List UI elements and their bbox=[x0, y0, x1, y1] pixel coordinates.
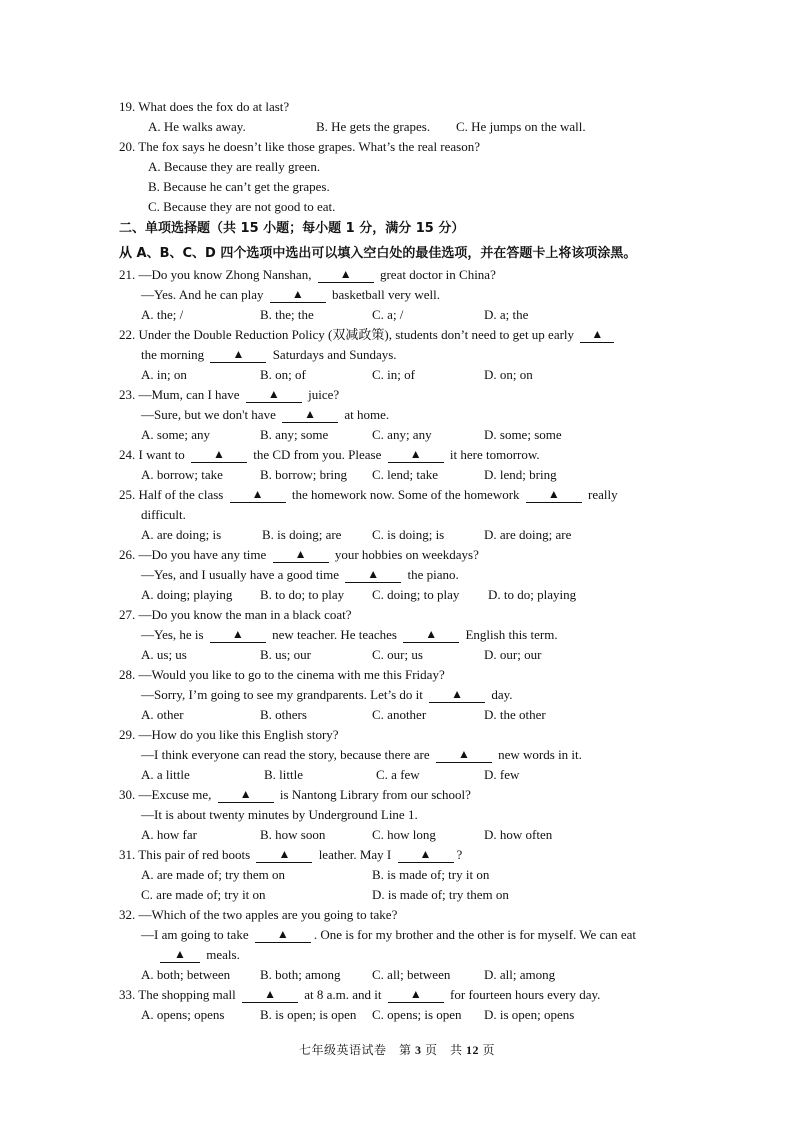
section-title: 二、单项选择题（共 15 小题；每小题 1 分，满分 15 分） bbox=[119, 221, 465, 236]
q21-text-4: basketball very well. bbox=[332, 287, 440, 302]
question-23-option-c: C. any; any bbox=[372, 427, 432, 442]
q33-text-3: for fourteen hours every day. bbox=[450, 987, 601, 1002]
question-32-line-3 bbox=[157, 945, 240, 965]
answer-blank: ▲ bbox=[398, 848, 454, 863]
q33-text-1: 33. The shopping mall bbox=[119, 987, 236, 1002]
q21-text-2: great doctor in China? bbox=[379, 267, 496, 282]
question-26-option-b: B. to do; to play bbox=[260, 587, 345, 602]
q32-text-3: meals. bbox=[206, 947, 240, 962]
question-28-option-b: B. others bbox=[260, 707, 307, 722]
answer-blank: ▲ bbox=[388, 448, 444, 463]
answer-blank: ▲ bbox=[388, 988, 444, 1003]
q32-text-2: . One is for my brother and the other is for myself. We can eat bbox=[313, 927, 637, 942]
question-28-line-2 bbox=[141, 685, 513, 705]
question-28-line-1: 28. —Would you like to go to the cinema with me this Friday? bbox=[119, 667, 445, 682]
answer-blank: ▲ bbox=[273, 548, 329, 563]
q32-text-1: —I am going to take bbox=[141, 927, 249, 942]
question-29-option-a: A. a little bbox=[141, 767, 190, 782]
answer-blank: ▲ bbox=[230, 488, 286, 503]
q29-text-1: —I think everyone can read the story, because there are bbox=[141, 747, 430, 762]
answer-blank: ▲ bbox=[210, 348, 266, 363]
question-22-option-d: D. on; on bbox=[484, 367, 533, 382]
question-27-option-a: A. us; us bbox=[141, 647, 187, 662]
question-21-option-c: C. a; / bbox=[372, 307, 404, 322]
q28-text-1: —Sorry, I’m going to see my grandparents. Let’s do it bbox=[141, 687, 423, 702]
q23-text-3: —Sure, but we don't have bbox=[141, 407, 276, 422]
question-29-line-1: 29. —How do you like this English story? bbox=[119, 727, 339, 742]
question-22-line-1 bbox=[119, 325, 617, 345]
question-26-line-2 bbox=[141, 565, 459, 585]
question-23-option-b: B. any; some bbox=[260, 427, 329, 442]
question-24-line-1 bbox=[119, 445, 540, 465]
question-21-option-d: D. a; the bbox=[484, 307, 529, 322]
question-32-option-c: C. all; between bbox=[372, 967, 451, 982]
answer-blank: ▲ bbox=[345, 568, 401, 583]
question-19-stem: 19. What does the fox do at last? bbox=[119, 99, 290, 114]
question-23-option-d: D. some; some bbox=[484, 427, 562, 442]
q27-text-3: English this term. bbox=[465, 627, 558, 642]
question-28-option-c: C. another bbox=[372, 707, 427, 722]
question-32-option-a: A. both; between bbox=[141, 967, 231, 982]
q31-text-1: 31. This pair of red boots bbox=[119, 847, 251, 862]
question-32-line-2 bbox=[141, 925, 636, 945]
q23-text-1: 23. —Mum, can I have bbox=[119, 387, 240, 402]
answer-blank: ▲ bbox=[580, 328, 614, 343]
question-24-option-c: C. lend; take bbox=[372, 467, 439, 482]
q27-text-1: —Yes, he is bbox=[141, 627, 204, 642]
question-29-option-d: D. few bbox=[484, 767, 520, 782]
q28-text-2: day. bbox=[491, 687, 513, 702]
q30-text-1: 30. —Excuse me, bbox=[119, 787, 212, 802]
q27-text-2: new teacher. He teaches bbox=[272, 627, 397, 642]
answer-blank: ▲ bbox=[255, 928, 311, 943]
question-21-option-b: B. the; the bbox=[260, 307, 314, 322]
question-28-option-a: A. other bbox=[141, 707, 184, 722]
question-26-option-c: C. doing; to play bbox=[372, 587, 460, 602]
question-20-option-a: A. Because they are really green. bbox=[148, 159, 321, 174]
question-21-line-1 bbox=[119, 265, 496, 285]
question-19-option-c: C. He jumps on the wall. bbox=[456, 119, 586, 134]
answer-blank: ▲ bbox=[256, 848, 312, 863]
section-instruction: 从 A、B、C、D 四个选项中选出可以填入空白处的最佳选项，并在答题卡上将该项涂黑。 bbox=[119, 246, 637, 261]
question-31-option-b: B. is made of; try it on bbox=[372, 867, 490, 882]
question-31-line-1 bbox=[119, 845, 462, 865]
question-31-option-c: C. are made of; try it on bbox=[141, 887, 266, 902]
question-31-option-a: A. are made of; try them on bbox=[141, 867, 286, 882]
question-27-option-d: D. our; our bbox=[484, 647, 542, 662]
answer-blank: ▲ bbox=[318, 268, 374, 283]
question-26-option-a: A. doing; playing bbox=[141, 587, 233, 602]
q26-text-3: —Yes, and I usually have a good time bbox=[141, 567, 339, 582]
question-21-line-2 bbox=[141, 285, 440, 305]
question-32-option-d: D. all; among bbox=[484, 967, 556, 982]
question-33-option-d: D. is open; opens bbox=[484, 1007, 575, 1022]
question-19-option-b: B. He gets the grapes. bbox=[316, 119, 431, 134]
q25-text-1: 25. Half of the class bbox=[119, 487, 224, 502]
page-footer bbox=[0, 1041, 794, 1058]
question-20-option-b: B. Because he can’t get the grapes. bbox=[148, 179, 330, 194]
q23-text-2: juice? bbox=[308, 387, 340, 402]
question-27-line-2 bbox=[141, 625, 558, 645]
question-24-option-b: B. borrow; bring bbox=[260, 467, 348, 482]
q26-text-1: 26. —Do you have any time bbox=[119, 547, 267, 562]
question-32-line-1: 32. —Which of the two apples are you going to take? bbox=[119, 907, 398, 922]
footer-text-3: 页 bbox=[482, 1043, 496, 1057]
q22-text-2: the morning bbox=[141, 347, 205, 362]
footer-page-number: 3 bbox=[414, 1043, 422, 1057]
question-23-line-1 bbox=[119, 385, 339, 405]
q29-text-2: new words in it. bbox=[498, 747, 582, 762]
question-31-option-d: D. is made of; try them on bbox=[372, 887, 509, 902]
q33-text-2: at 8 a.m. and it bbox=[304, 987, 382, 1002]
answer-blank: ▲ bbox=[218, 788, 274, 803]
q26-text-4: the piano. bbox=[407, 567, 459, 582]
question-32-option-b: B. both; among bbox=[260, 967, 341, 982]
q31-text-2: leather. May I bbox=[318, 847, 392, 862]
q22-text-3: Saturdays and Sundays. bbox=[272, 347, 397, 362]
question-20-stem: 20. The fox says he doesn’t like those grapes. What’s the real reason? bbox=[119, 139, 481, 154]
q31-text-3: ? bbox=[456, 847, 463, 862]
answer-blank: ▲ bbox=[436, 748, 492, 763]
answer-blank: ▲ bbox=[191, 448, 247, 463]
q21-text-1: 21. —Do you know Zhong Nanshan, bbox=[119, 267, 312, 282]
question-29-option-b: B. little bbox=[264, 767, 303, 782]
question-25-option-b: B. is doing; are bbox=[262, 527, 342, 542]
question-29-line-2 bbox=[141, 745, 582, 765]
question-30-option-a: A. how far bbox=[141, 827, 197, 842]
q25-text-2: the homework now. Some of the homework bbox=[291, 487, 520, 502]
question-25-option-a: A. are doing; is bbox=[141, 527, 222, 542]
q25-text-3: really bbox=[588, 487, 618, 502]
q24-text-1: 24. I want to bbox=[119, 447, 185, 462]
question-30-option-d: D. how often bbox=[484, 827, 553, 842]
question-28-option-d: D. the other bbox=[484, 707, 546, 722]
q22-text-1: 22. Under the Double Reduction Policy (双减政策), students don’t need to get up early bbox=[119, 327, 575, 342]
question-22-option-b: B. on; of bbox=[260, 367, 306, 382]
answer-blank: ▲ bbox=[403, 628, 459, 643]
q21-text-3: —Yes. And he can play bbox=[141, 287, 264, 302]
question-33-line-1 bbox=[119, 985, 600, 1005]
answer-blank: ▲ bbox=[429, 688, 485, 703]
answer-blank: ▲ bbox=[526, 488, 582, 503]
footer-text-2: 页 共 bbox=[424, 1043, 463, 1057]
question-26-option-d: D. to do; playing bbox=[488, 587, 577, 602]
question-33-option-b: B. is open; is open bbox=[260, 1007, 357, 1022]
question-30-option-c: C. how long bbox=[372, 827, 436, 842]
question-30-line-1 bbox=[119, 785, 471, 805]
question-22-line-2 bbox=[141, 345, 397, 365]
q26-text-2: your hobbies on weekdays? bbox=[334, 547, 479, 562]
question-30-line-2: —It is about twenty minutes by Underground Line 1. bbox=[141, 807, 418, 822]
question-27-option-c: C. our; us bbox=[372, 647, 423, 662]
q30-text-2: is Nantong Library from our school? bbox=[279, 787, 471, 802]
answer-blank: ▲ bbox=[242, 988, 298, 1003]
question-25-option-d: D. are doing; are bbox=[484, 527, 572, 542]
q24-text-2: the CD from you. Please bbox=[253, 447, 382, 462]
answer-blank: ▲ bbox=[210, 628, 266, 643]
question-33-option-c: C. opens; is open bbox=[372, 1007, 462, 1022]
answer-blank: ▲ bbox=[282, 408, 338, 423]
q24-text-3: it here tomorrow. bbox=[449, 447, 540, 462]
answer-blank: ▲ bbox=[270, 288, 326, 303]
question-20-option-c: C. Because they are not good to eat. bbox=[148, 199, 336, 214]
footer-total-pages: 12 bbox=[466, 1043, 479, 1057]
question-25-line-1 bbox=[119, 485, 618, 505]
answer-blank: ▲ bbox=[160, 948, 200, 963]
question-23-option-a: A. some; any bbox=[141, 427, 210, 442]
q23-text-4: at home. bbox=[344, 407, 390, 422]
question-22-option-a: A. in; on bbox=[141, 367, 187, 382]
question-19-option-a: A. He walks away. bbox=[148, 119, 246, 134]
question-24-option-d: D. lend; bring bbox=[484, 467, 557, 482]
footer-text-1: 七年级英语试卷 第 bbox=[298, 1043, 412, 1057]
question-25-option-c: C. is doing; is bbox=[372, 527, 445, 542]
question-24-option-a: A. borrow; take bbox=[141, 467, 223, 482]
question-30-option-b: B. how soon bbox=[260, 827, 326, 842]
question-27-line-1: 27. —Do you know the man in a black coat? bbox=[119, 607, 352, 622]
question-26-line-1 bbox=[119, 545, 479, 565]
question-23-line-2 bbox=[141, 405, 389, 425]
question-22-option-c: C. in; of bbox=[372, 367, 415, 382]
answer-blank: ▲ bbox=[246, 388, 302, 403]
question-27-option-b: B. us; our bbox=[260, 647, 311, 662]
question-33-option-a: A. opens; opens bbox=[141, 1007, 225, 1022]
question-25-line-2: difficult. bbox=[141, 507, 186, 522]
question-29-option-c: C. a few bbox=[376, 767, 420, 782]
question-21-option-a: A. the; / bbox=[141, 307, 184, 322]
